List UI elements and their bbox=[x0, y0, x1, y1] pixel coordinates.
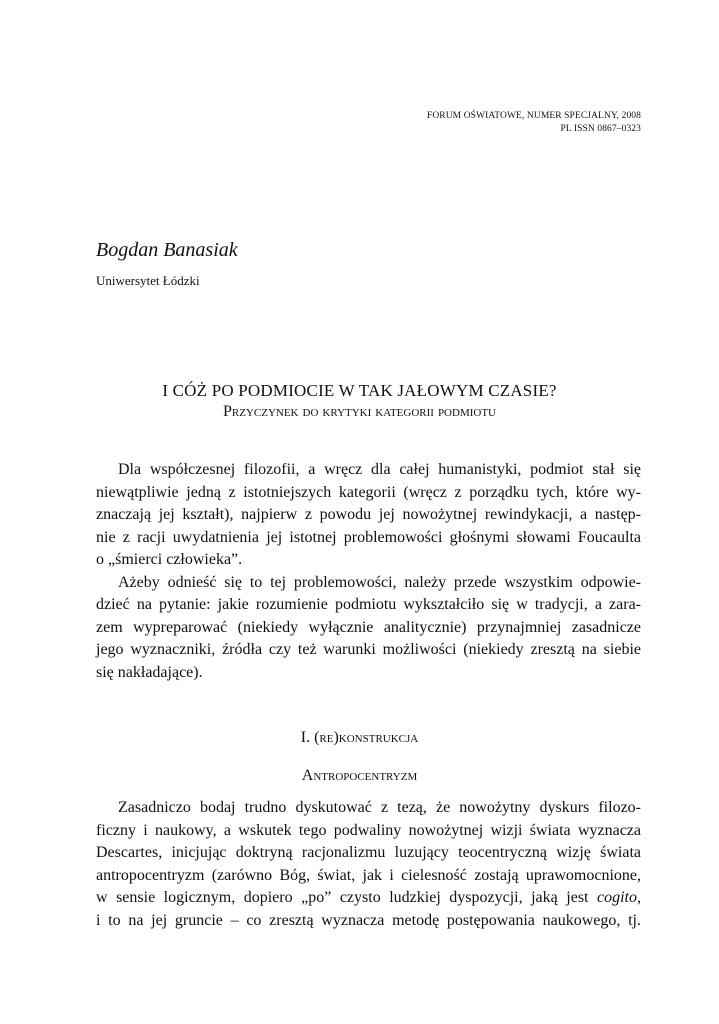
text-fragment: w sensie logicznym, dopiero „po” czysto ludzkiej dyspozycji, jaką jest bbox=[96, 889, 597, 906]
text-line: jego wyznaczniki, źródła czy też warunki możliwości (niekiedy zresztą na siebie bbox=[96, 641, 641, 658]
text-fragment: , bbox=[637, 889, 641, 906]
text-line: nie z racji uwydatnienia jej istotnej problemowości głośnymi słowami Foucaulta bbox=[96, 528, 641, 546]
journal-issn-line: PL ISSN 0867–0323 bbox=[560, 124, 641, 134]
article-subtitle: Przyczynek do krytyki kategorii podmiotu bbox=[223, 403, 496, 420]
text-line: Descartes, inicjując doktryną racjonalizmu luzujący teocentryczną wizję świata bbox=[96, 844, 641, 861]
emphasis-cogito: cogito bbox=[597, 889, 637, 906]
text-line: dzieć na pytanie: jakie rozumienie podmiotu wykształciło się w tradycji, a zara- bbox=[96, 596, 641, 613]
section-paragraph-1 bbox=[96, 797, 641, 932]
article-title: I CÓŻ PO PODMIOCIE W TAK JAŁOWYM CZASIE? bbox=[162, 381, 557, 400]
author-name: Bogdan Banasiak bbox=[96, 239, 238, 261]
text-line: antropocentryzm (zarówno Bóg, świat, jak i cielesność zostają uprawomocnione, bbox=[96, 866, 641, 884]
text-line: i to na jej gruncie – co zresztą wyznacza metodę postępowania naukowego, tj. bbox=[96, 911, 641, 929]
text-line: Zasadniczo bodaj trudno dyskutować z tezą, że nowożytny dyskurs filozo- bbox=[118, 799, 641, 816]
journal-header bbox=[427, 110, 641, 136]
section-heading: I. (re)konstrukcja bbox=[300, 729, 419, 746]
text-line: o „śmierci człowieka”. bbox=[96, 551, 243, 568]
author-affiliation: Uniwersytet Łódzki bbox=[96, 273, 200, 288]
intro-paragraph-2 bbox=[96, 572, 641, 685]
text-line: ficzny i naukowy, a wskutek tego podwaliny nowożytnej wizji świata wyznacza bbox=[96, 821, 641, 839]
text-line: Dla współczesnej filozofii, a wręcz dla całej humanistyki, podmiot stał się bbox=[118, 461, 641, 478]
text-line: Ażeby odnieść się to tej problemowości, należy przede wszystkim odpowie- bbox=[118, 573, 641, 591]
text-line: niewątpliwie jedną z istotniejszych kategorii (wręcz z porządku tych, które wy- bbox=[96, 483, 641, 501]
text-line bbox=[96, 887, 641, 910]
journal-issue-line: FORUM OŚWIATOWE, NUMER SPECJALNY, 2008 bbox=[426, 111, 641, 121]
subsection-heading: Antropocentryzm bbox=[301, 767, 418, 784]
text-line: zem wypreparować (niekiedy wyłącznie analitycznie) przynajmniej zasadnicze bbox=[96, 618, 641, 636]
text-line: się nakładające). bbox=[96, 663, 203, 681]
intro-paragraph-1 bbox=[96, 459, 641, 572]
text-line: znaczają jej kształt), najpierw z powodu jej nowożytnej rewindykacji, a następ- bbox=[96, 506, 641, 523]
